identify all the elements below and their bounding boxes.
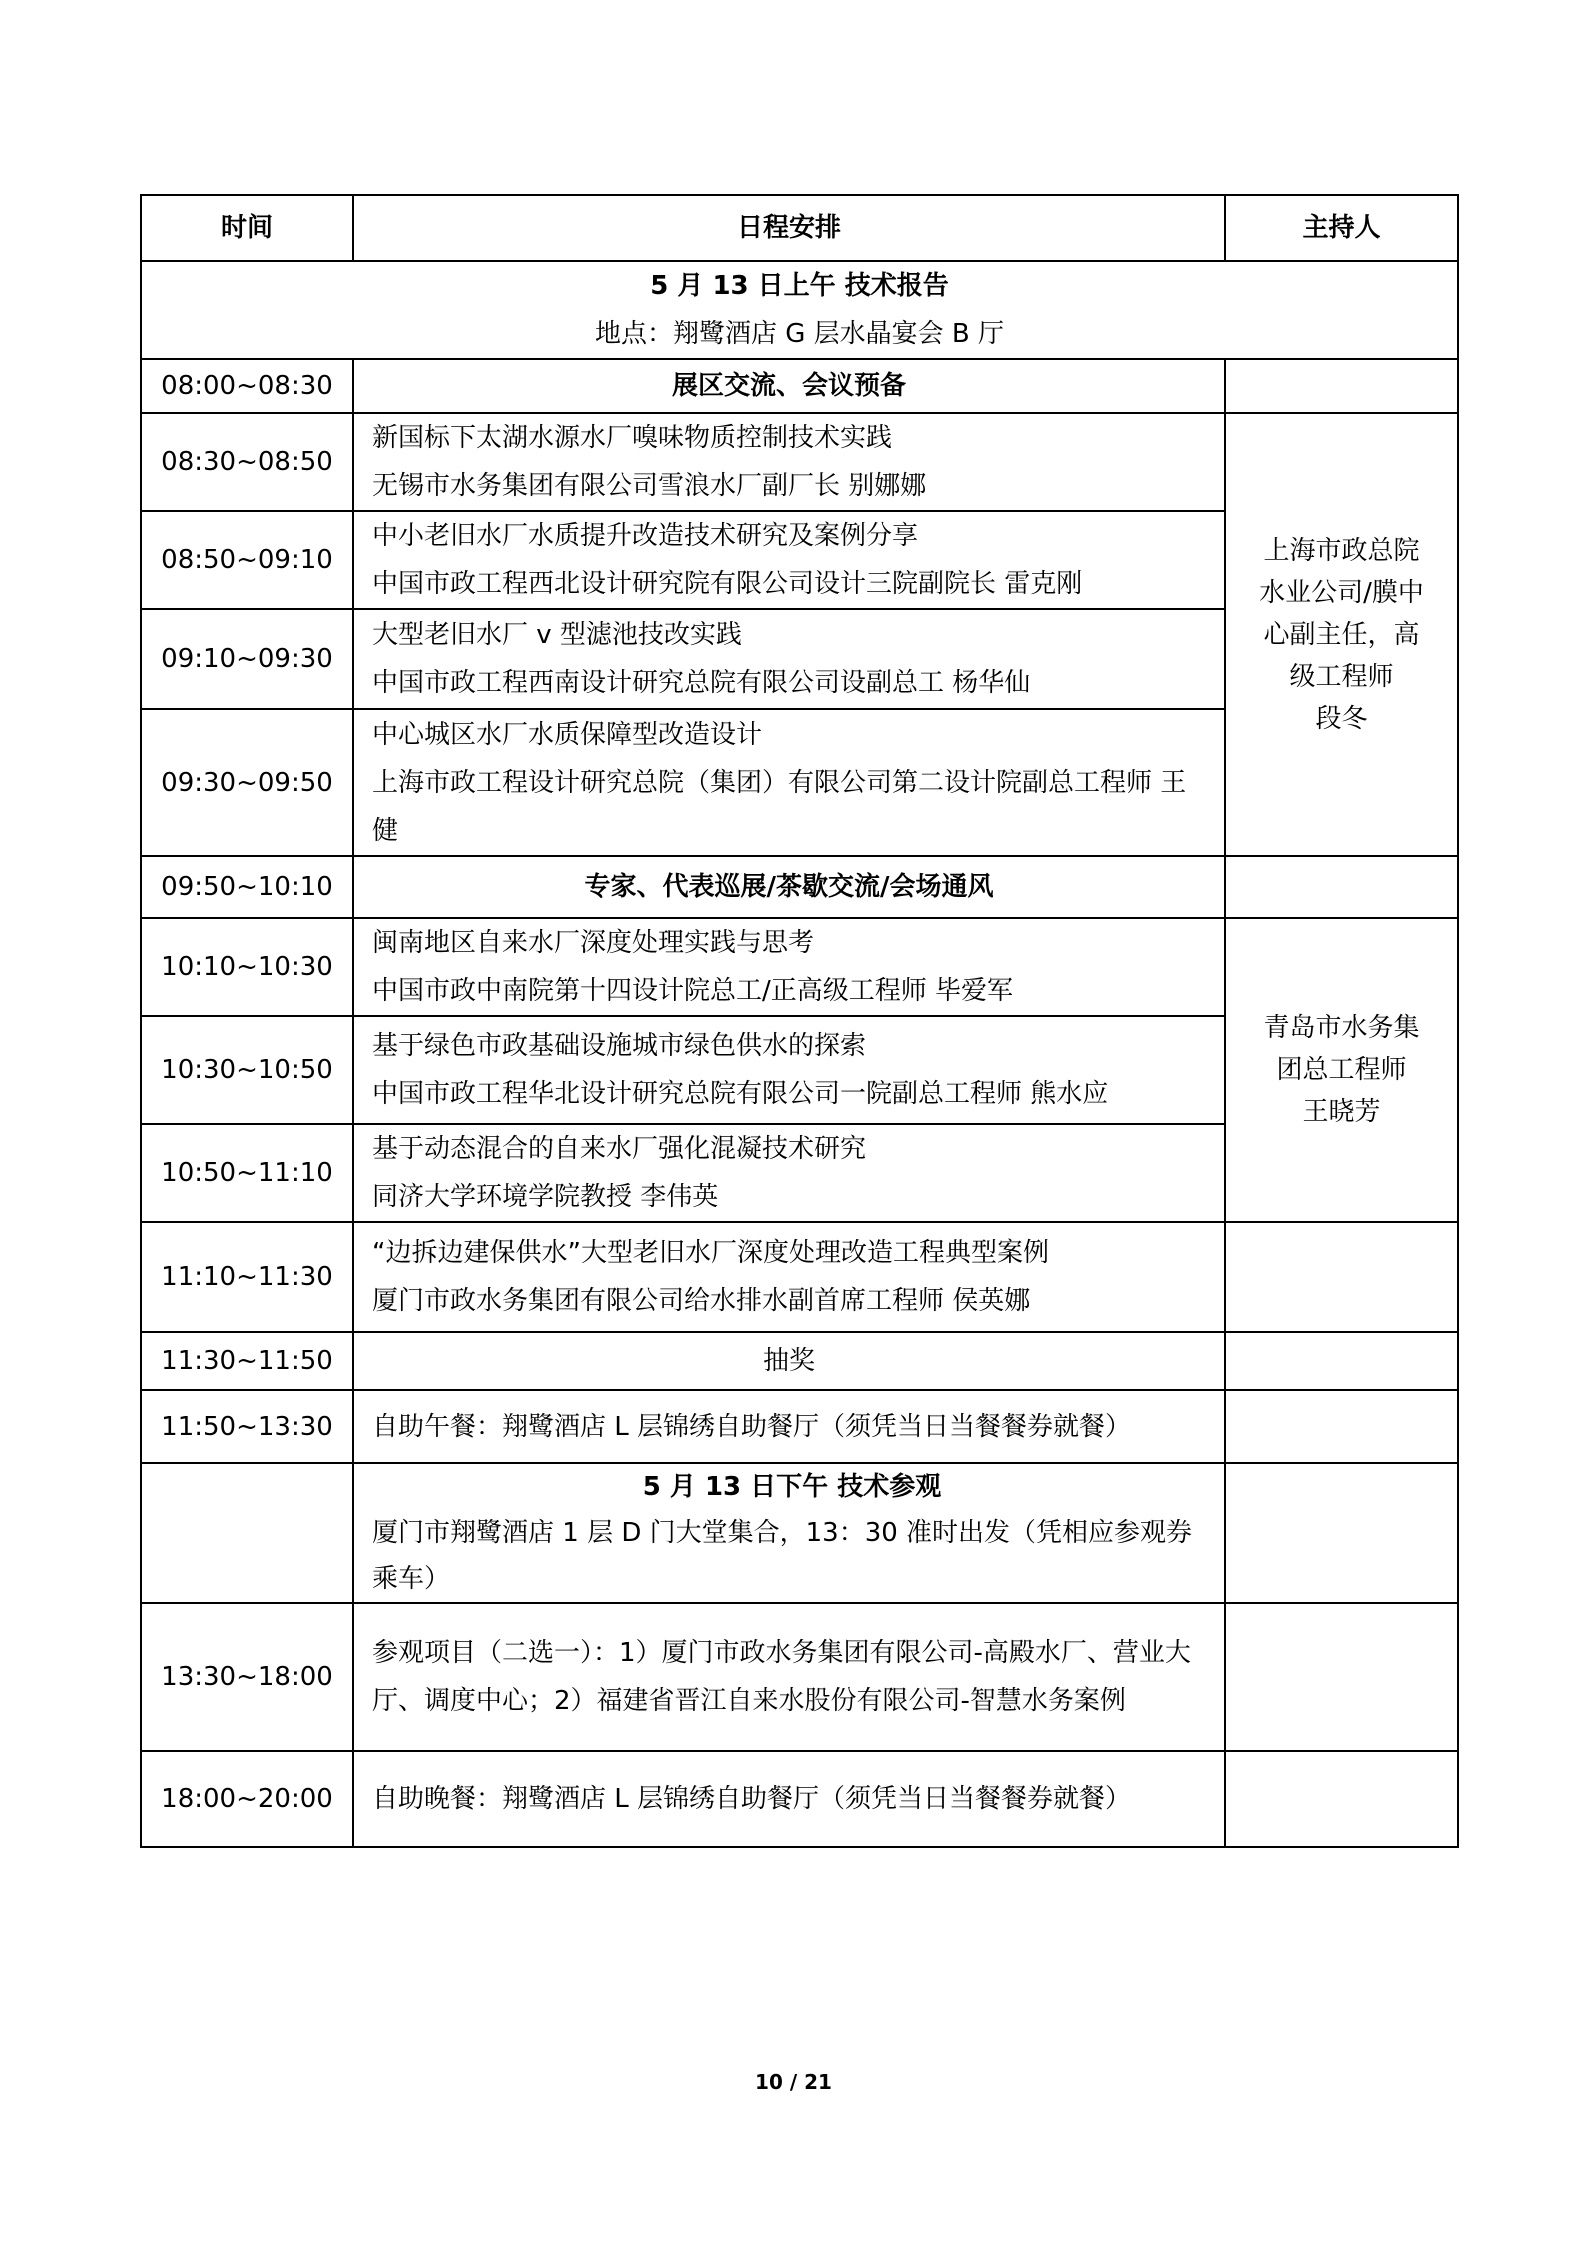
talk-speaker: 同济大学环境学院教授 李伟英 xyxy=(372,1182,719,1212)
header-row xyxy=(141,195,1458,261)
talk-speaker: 中国市政中南院第十四设计院总工/正高级工程师 毕爱军 xyxy=(372,976,1014,1006)
row-time-empty xyxy=(141,1463,353,1603)
talk-topic: 闽南地区自来水厂深度处理实践与思考 xyxy=(372,928,815,958)
table-row xyxy=(141,359,1458,413)
row-time: 11:30~11:50 xyxy=(141,1332,353,1390)
table-row xyxy=(141,856,1458,918)
row-host-empty xyxy=(1225,1390,1458,1463)
row-time: 09:30~09:50 xyxy=(141,709,353,856)
row-program: 自助晚餐：翔鹭酒店 L 层锦绣自助餐厅（须凭当日当餐餐券就餐） xyxy=(353,1751,1225,1847)
row-program xyxy=(353,1222,1225,1332)
afternoon-title: 5 月 13 日下午 技术参观 xyxy=(642,1472,942,1502)
talk-speaker: 上海市政工程设计研究总院（集团）有限公司第二设计院副总工程师 王健 xyxy=(372,767,1187,846)
header-time: 时间 xyxy=(141,195,353,261)
row-host-empty xyxy=(1225,856,1458,918)
row-time: 08:50~09:10 xyxy=(141,511,353,609)
row-program xyxy=(353,511,1225,609)
talk-speaker: 厦门市政水务集团有限公司给水排水副首席工程师 侯英娜 xyxy=(372,1286,1031,1316)
row-time: 11:10~11:30 xyxy=(141,1222,353,1332)
row-host-empty xyxy=(1225,359,1458,413)
host-line: 级工程师 xyxy=(1289,661,1394,692)
row-program: 展区交流、会议预备 xyxy=(353,359,1225,413)
row-host-empty xyxy=(1225,1603,1458,1751)
row-time: 10:50~11:10 xyxy=(141,1124,353,1222)
row-time: 18:00~20:00 xyxy=(141,1751,353,1847)
row-program xyxy=(353,918,1225,1016)
row-program: 专家、代表巡展/茶歇交流/会场通风 xyxy=(353,856,1225,918)
talk-topic: 新国标下太湖水源水厂嗅味物质控制技术实践 xyxy=(372,423,893,453)
row-host-empty xyxy=(1225,1751,1458,1847)
row-time: 09:10~09:30 xyxy=(141,609,353,709)
row-time: 10:30~10:50 xyxy=(141,1016,353,1124)
row-time: 10:10~10:30 xyxy=(141,918,353,1016)
row-host-empty xyxy=(1225,1463,1458,1603)
row-program xyxy=(353,709,1225,856)
host-name: 王晓芳 xyxy=(1302,1097,1381,1127)
table-row xyxy=(141,1332,1458,1390)
row-time: 11:50~13:30 xyxy=(141,1390,353,1463)
row-program xyxy=(353,413,1225,511)
host-name: 段冬 xyxy=(1315,703,1368,734)
morning-section xyxy=(141,261,1458,359)
table-row xyxy=(141,1603,1458,1751)
row-host-empty xyxy=(1225,1332,1458,1390)
talk-speaker: 中国市政工程西南设计研究总院有限公司设副总工 杨华仙 xyxy=(372,668,1031,698)
host-cell-2 xyxy=(1225,918,1458,1222)
row-time: 13:30~18:00 xyxy=(141,1603,353,1751)
talk-speaker: 无锡市水务集团有限公司雪浪水厂副厂长 别娜娜 xyxy=(372,471,927,501)
talk-topic: 中心城区水厂水质保障型改造设计 xyxy=(372,719,763,750)
morning-location: 地点：翔鹭酒店 G 层水晶宴会 B 厅 xyxy=(594,319,1005,349)
host-line: 水业公司/膜中 xyxy=(1259,577,1424,608)
host-line: 上海市政总院 xyxy=(1263,535,1420,566)
morning-title: 5 月 13 日上午 技术报告 xyxy=(650,271,949,301)
talk-speaker: 中国市政工程华北设计研究总院有限公司一院副总工程师 熊水应 xyxy=(372,1079,1109,1109)
talk-topic: 基于绿色市政基础设施城市绿色供水的探索 xyxy=(372,1031,867,1061)
morning-section-row xyxy=(141,261,1458,359)
table-row xyxy=(141,1390,1458,1463)
row-program: 自助午餐：翔鹭酒店 L 层锦绣自助餐厅（须凭当日当餐餐券就餐） xyxy=(353,1390,1225,1463)
host-line: 心副主任，高 xyxy=(1263,619,1420,650)
row-host-empty xyxy=(1225,1222,1458,1332)
row-program xyxy=(353,609,1225,709)
schedule-table xyxy=(140,194,1459,1848)
table-row xyxy=(141,413,1458,511)
page-number: 10 / 21 xyxy=(755,2070,832,2094)
talk-speaker: 中国市政工程西北设计研究院有限公司设计三院副院长 雷克刚 xyxy=(372,569,1083,599)
table-row xyxy=(141,918,1458,1016)
afternoon-section xyxy=(353,1463,1225,1603)
afternoon-section-row xyxy=(141,1463,1458,1603)
header-host: 主持人 xyxy=(1225,195,1458,261)
table-row xyxy=(141,1222,1458,1332)
row-program xyxy=(353,1016,1225,1124)
visit-options: 参观项目（二选一）：1）厦门市政水务集团有限公司-高殿水厂、营业大厅、调度中心；2）福建省晋江自来水股份有限公司-智慧水务案例 xyxy=(372,1638,1191,1716)
row-time: 08:00~08:30 xyxy=(141,359,353,413)
table-row xyxy=(141,1751,1458,1847)
talk-topic: “边拆边建保供水”大型老旧水厂深度处理改造工程典型案例 xyxy=(372,1238,1049,1268)
talk-topic: 中小老旧水厂水质提升改造技术研究及案例分享 xyxy=(372,521,919,551)
host-line: 青岛市水务集 xyxy=(1263,1013,1420,1043)
talk-topic: 基于动态混合的自来水厂强化混凝技术研究 xyxy=(372,1134,867,1164)
row-program xyxy=(353,1124,1225,1222)
host-line: 团总工程师 xyxy=(1276,1055,1407,1085)
row-program: 抽奖 xyxy=(353,1332,1225,1390)
row-program xyxy=(353,1603,1225,1751)
afternoon-meeting: 厦门市翔鹭酒店 1 层 D 门大堂集合，13：30 准时出发（凭相应参观券乘车） xyxy=(372,1518,1193,1594)
header-schedule: 日程安排 xyxy=(353,195,1225,261)
row-time: 08:30~08:50 xyxy=(141,413,353,511)
talk-topic: 大型老旧水厂 v 型滤池技改实践 xyxy=(372,620,742,650)
row-time: 09:50~10:10 xyxy=(141,856,353,918)
host-cell-1 xyxy=(1225,413,1458,856)
